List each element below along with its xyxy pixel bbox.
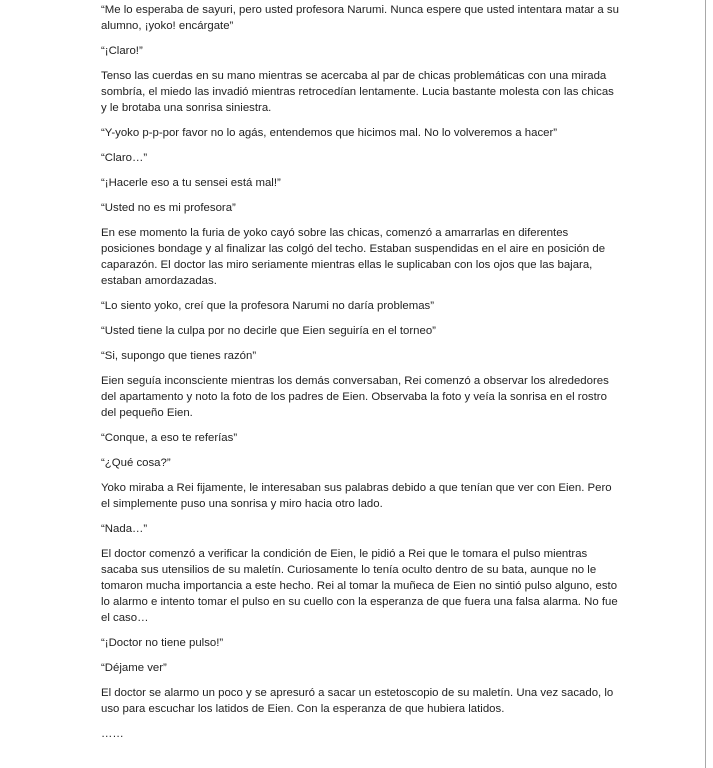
page-edge-divider — [705, 0, 713, 768]
paragraph-15: Yoko miraba a Rei fijamente, le interesaban sus palabras debido a que tenían que ver con Eien. Pero el simplemente puso una sonrisa y miro hacia otro lado. — [101, 482, 612, 510]
paragraph-13: “Conque, a eso te referías” — [101, 432, 238, 444]
paragraph-1: “Me lo esperaba de sayuri, pero usted profesora Narumi. Nunca espere que usted intentara matar a su alumno, ¡yoko! encárgate” — [101, 4, 619, 32]
document-body — [101, 2, 621, 751]
paragraph-11: “Si, supongo que tienes razón” — [101, 350, 257, 362]
paragraph-17: El doctor comenzó a verificar la condición de Eien, le pidió a Rei que le tomara el pulso mientras sacaba sus utensilios de su maletín. Curiosamente lo tenía oculto dentro de su bata, aunque no le tomaron mucha importancia a este hecho. Rei al tomar la muñeca de Eien no sintió pulso alguno, esto lo alarmo e intento tomar el pulso en su cuello con la esperanza de que fuera una falsa alarma. No fue el caso… — [101, 548, 618, 624]
paragraph-9: “Lo siento yoko, creí que la profesora Narumi no daría problemas” — [101, 300, 435, 312]
paragraph-14: “¿Qué cosa?” — [101, 457, 171, 469]
paragraph-3: Tenso las cuerdas en su mano mientras se acercaba al par de chicas problemáticas con una mirada sombría, el miedo las invadió mientras retrocedían lentamente. Lucia bastante molesta con las chicas y le brotaba una sonrisa siniestra. — [101, 70, 614, 114]
paragraph-4: “Y-yoko p-p-por favor no lo agás, entendemos que hicimos mal. No lo volveremos a hacer” — [101, 127, 558, 139]
paragraph-19: “Déjame ver” — [101, 662, 167, 674]
ellipsis-line: …… — [101, 728, 124, 740]
paragraph-18: “¡Doctor no tiene pulso!” — [101, 637, 224, 649]
paragraph-5: “Claro…” — [101, 152, 148, 164]
paragraph-6: “¡Hacerle eso a tu sensei está mal!” — [101, 177, 281, 189]
paragraph-8: En ese momento la furia de yoko cayó sobre las chicas, comenzó a amarrarlas en diferentes posiciones bondage y al finalizar las colgó del techo. Estaban suspendidas en el aire en posición de caparazón. El doctor las miro seriamente mientras ellas le suplicaban con los ojos que las bajara, estaban amordazadas. — [101, 227, 606, 287]
paragraph-12: Eien seguía inconsciente mientras los demás conversaban, Rei comenzó a observar los alrededores del apartamento y noto la foto de los padres de Eien. Observaba la foto y veía la sonrisa en el rostro del pequeño Eien. — [101, 375, 609, 419]
paragraph-7: “Usted no es mi profesora” — [101, 202, 236, 214]
paragraph-16: “Nada…” — [101, 523, 148, 535]
paragraph-20: El doctor se alarmo un poco y se apresuró a sacar un estetoscopio de su maletín. Una vez sacado, lo uso para escuchar los latidos de Eien. Con la esperanza de que hubiera latidos. — [101, 687, 614, 715]
paragraph-2: “¡Claro!” — [101, 45, 143, 57]
paragraph-10: “Usted tiene la culpa por no decirle que Eien seguiría en el torneo” — [101, 325, 436, 337]
